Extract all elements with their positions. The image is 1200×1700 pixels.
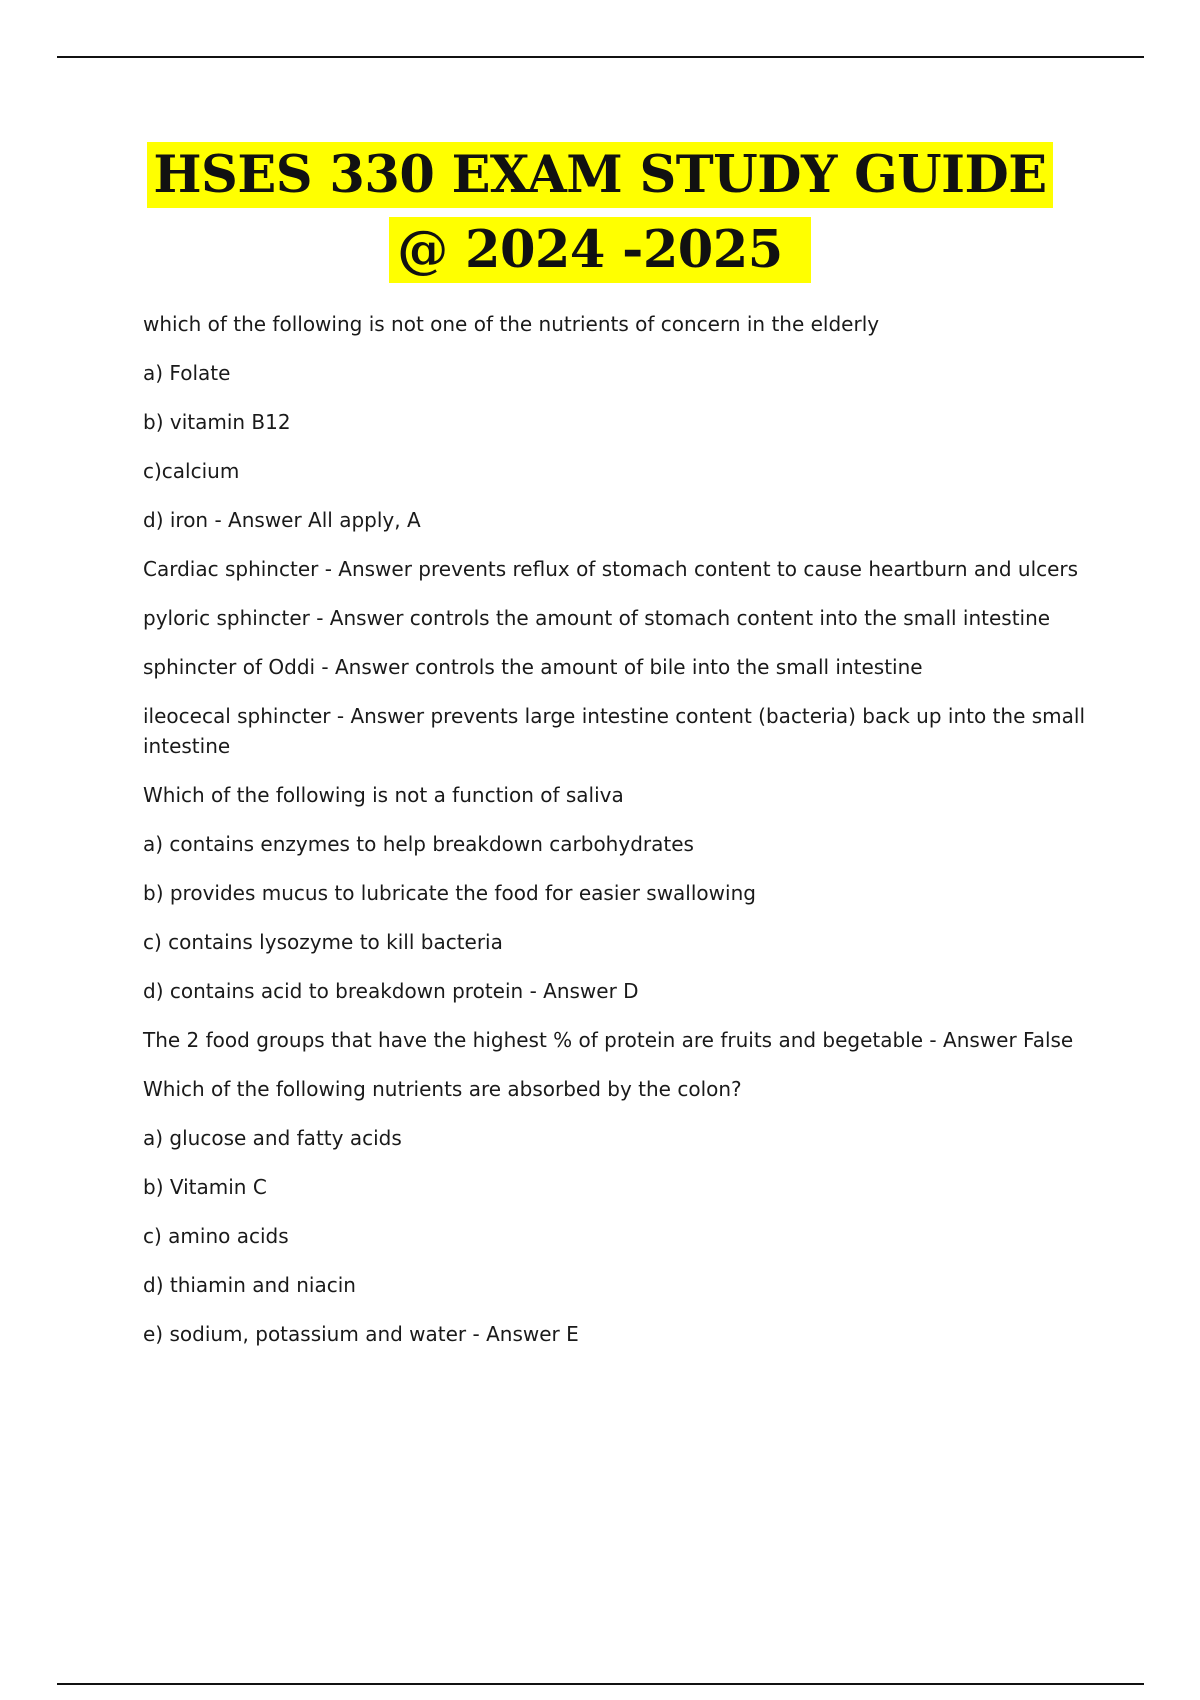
answer-option: c) amino acids	[143, 1224, 289, 1248]
term-definition: ileocecal sphincter - Answer prevents large intestine content (bacteria) back up into the small intestine	[143, 704, 1086, 758]
question-text: Which of the following is not a function of saliva	[143, 783, 624, 807]
top-rule	[57, 56, 1144, 58]
answer-option: d) iron - Answer All apply, A	[143, 508, 421, 532]
question-text: which of the following is not one of the nutrients of concern in the elderly	[143, 312, 880, 336]
document-title-year: @ 2024 -2025	[389, 217, 811, 283]
term-definition: sphincter of Oddi - Answer controls the amount of bile into the small intestine	[143, 655, 923, 679]
answer-option: b) provides mucus to lubricate the food for easier swallowing	[143, 881, 756, 905]
answer-option: b) vitamin B12	[143, 410, 291, 434]
term-definition: Cardiac sphincter - Answer prevents reflux of stomach content to cause heartburn and ulcers	[143, 557, 1079, 581]
title-block	[0, 142, 1200, 283]
bottom-rule	[57, 1683, 1144, 1685]
term-definition: pyloric sphincter - Answer controls the amount of stomach content into the small intestine	[143, 606, 1051, 630]
answer-option: b) Vitamin C	[143, 1175, 267, 1199]
document-title: HSES 330 EXAM STUDY GUIDE	[147, 142, 1052, 208]
answer-option: c)calcium	[143, 459, 240, 483]
answer-option: d) contains acid to breakdown protein - Answer D	[143, 979, 639, 1003]
study-guide-content	[143, 309, 1103, 1368]
answer-option: a) glucose and fatty acids	[143, 1126, 402, 1150]
answer-option: d) thiamin and niacin	[143, 1273, 356, 1297]
answer-option: a) Folate	[143, 361, 231, 385]
question-text: Which of the following nutrients are absorbed by the colon?	[143, 1077, 742, 1101]
true-false-question: The 2 food groups that have the highest % of protein are fruits and begetable - Answer False	[143, 1028, 1074, 1052]
answer-option: e) sodium, potassium and water - Answer E	[143, 1322, 579, 1346]
answer-option: c) contains lysozyme to kill bacteria	[143, 930, 503, 954]
answer-option: a) contains enzymes to help breakdown carbohydrates	[143, 832, 694, 856]
